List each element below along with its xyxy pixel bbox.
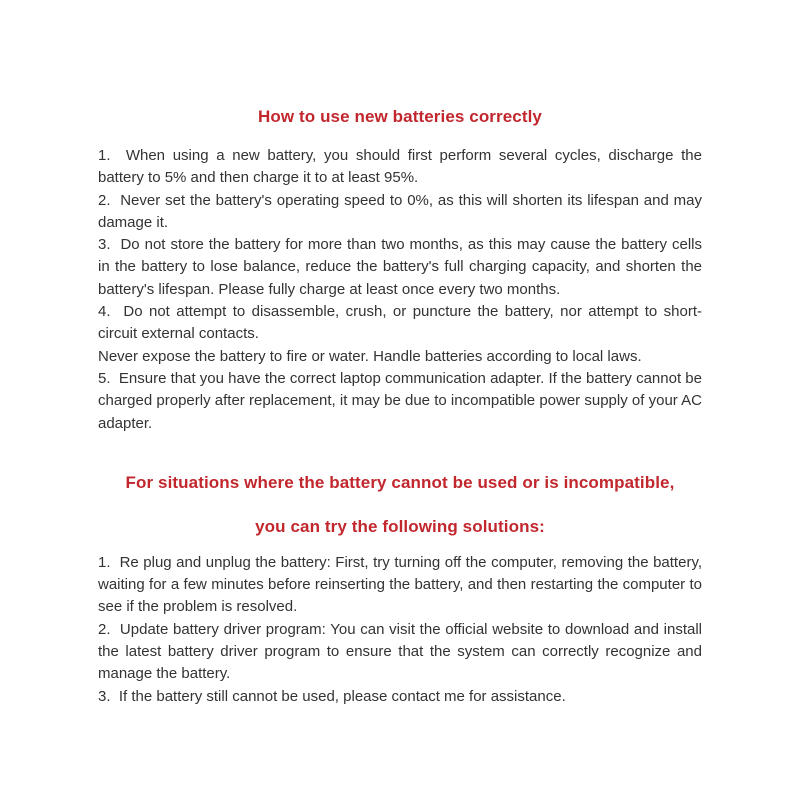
- document-title: How to use new batteries correctly: [258, 107, 542, 126]
- usage-instruction-item-2: 2. Never set the battery's operating speed to 0%, as this will shorten its lifespan and may damage it.: [98, 191, 707, 231]
- usage-instruction-item-5: 5. Ensure that you have the correct laptop communication adapter. If the battery cannot be charged properly after replacement, it may be due to incompatible power supply of your AC adapter.: [98, 369, 707, 432]
- usage-instruction-item-3: 3. Do not store the battery for more than two months, as this may cause the battery cells in the battery to lose balance, reduce the battery's full charging capacity, and shorten the battery's lifespan. Please fully charge at least once every two months.: [98, 236, 707, 298]
- usage-instruction-item-4: 4. Do not attempt to disassemble, crush, or puncture the battery, nor attempt to short-circuit external contacts.: [98, 303, 702, 343]
- solution-item-2: 2. Update battery driver program: You can visit the official website to download and install the latest battery driver program to ensure that the system can correctly recognize and manage the battery.: [98, 620, 707, 683]
- usage-instructions-list: [98, 145, 707, 435]
- solutions-list: [98, 552, 707, 708]
- solution-item-1: 1. Re plug and unplug the battery: First, try turning off the computer, removing the battery, waiting for a few minutes before reinserting the battery, and then restarting the computer to see if the problem is resolved.: [98, 553, 707, 616]
- usage-instruction-item-1: 1. When using a new battery, you should first perform several cycles, discharge the battery to 5% and then charge it to at least 95%.: [98, 147, 707, 187]
- solution-item-3: 3. If the battery still cannot be used, please contact me for assistance.: [98, 687, 566, 705]
- usage-instruction-note: Never expose the battery to fire or water. Handle batteries according to local laws.: [98, 347, 642, 365]
- troubleshooting-heading-line2: you can try the following solutions:: [255, 516, 545, 536]
- troubleshooting-heading-line1: For situations where the battery cannot be used or is incompatible,: [125, 472, 675, 492]
